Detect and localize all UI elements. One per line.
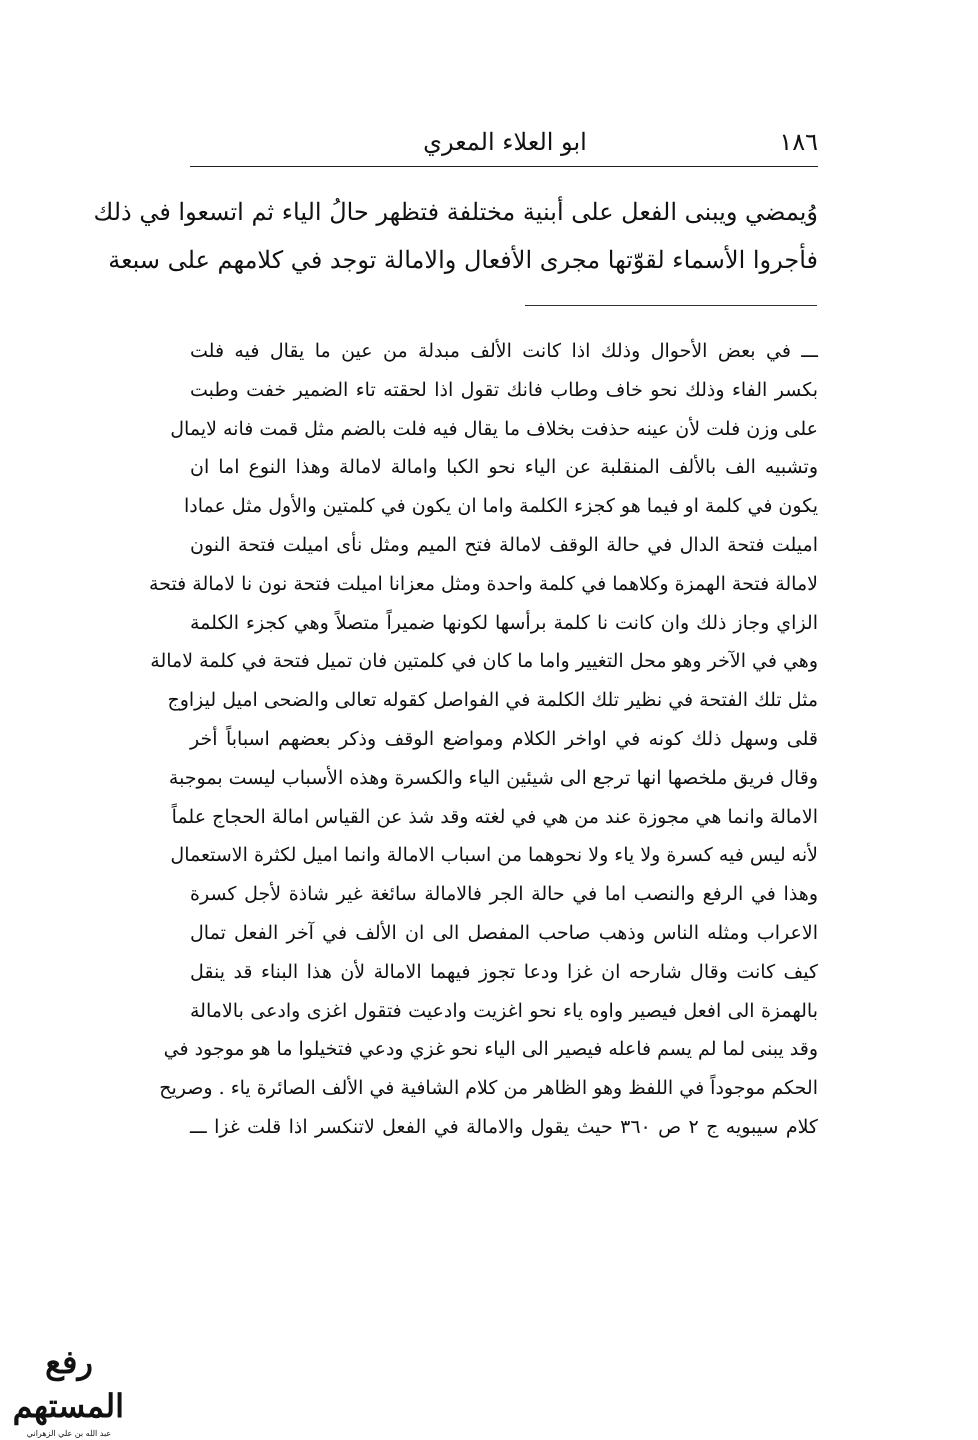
footnote-line: بالهمزة الى افعل فيصير واوه ياء نحو اغزيت وادعيت فتقول اغزى وادعى بالامالة (190, 999, 818, 1022)
footnote-line: بكسر الفاء وذلك نحو خاف وطاب فانك تقول اذا لحقته تاء الضمير خفت وطبت (190, 378, 818, 401)
footnote-line: وقد يبنى لما لم يسم فاعله فيصير الى الياء نحو غزي ودعي فتخيلوا ما هو موجود في (163, 1038, 818, 1061)
footnote-line: على وزن فلت لأن عينه حذفت بخلاف ما يقال فيه فلت بالضم مثل قمت فانه لايمال (170, 417, 818, 440)
footnote (149, 332, 818, 1147)
footnote-line: ـــ في بعض الأحوال وذلك اذا كانت الألف مبدلة من عين ما يقال فيه فلت (190, 340, 818, 362)
main-text (93, 188, 818, 284)
header-rule (190, 166, 818, 167)
footnote-line: اميلت فتحة الدال في حالة الوقف لامالة فتح الميم ومثل نأى اميلت فتحة النون (190, 533, 818, 556)
running-title: ابو العلاء المعري (423, 128, 587, 156)
footnote-line: كلام سيبويه ج ٢ ص ٣٦٠ حيث يقول والامالة في الفعل لاتنكسر اذا قلت غزا ـــ (190, 1115, 818, 1138)
footnote-line: مثل تلك الفتحة في نظير تلك الكلمة في الفواصل كقوله تعالى والضحى اميل ليزاوج (167, 689, 818, 712)
footnote-line: الاعراب ومثله الناس وذهب صاحب المفصل الى ان الألف في آخر الفعل تمال (190, 921, 818, 944)
logo-watermark (12, 1340, 124, 1438)
footnote-line: الزاي وجاز ذلك وان كانت نا كلمة برأسها لكونها ضميراً متصلاً وهي كجزء الكلمة (190, 611, 818, 634)
footnote-line: وهذا في الرفع والنصب اما في حالة الجر فالامالة سائغة غير شاذة لأجل كسرة (190, 883, 818, 906)
footnote-line: وهي في الآخر وهو محل التغيير واما ما كان في كلمتين فان تميل فتحة في كلمة لامالة (150, 650, 818, 673)
footnote-line: الامالة وانما هي مجوزة عند من هي في لغته وقد شذ عن القياس امالة الحجاج علماً (171, 805, 818, 828)
main-text-line: وُيمضي ويبنى الفعل على أبنية مختلفة فتظهر حالُ الياء ثم اتسعوا في ذلك (93, 198, 818, 226)
main-text-line: فأجروا الأسماء لقوّتها مجرى الأفعال والامالة توجد في كلامهم على سبعة (108, 246, 818, 274)
footnote-line: يكون في كلمة او فيما هو كجزء الكلمة واما ان يكون في كلمتين والأول مثل عمادا (184, 495, 818, 518)
logo-text: رفع المستهم (12, 1343, 124, 1425)
footnote-line: قلى وسهل ذلك كونه في اواخر الكلام ومواضع الوقف وذكر بعضهم اسباباً أخر (190, 727, 818, 750)
footnote-line: لأنه ليس فيه كسرة ولا ياء ولا نحوهما من اسباب الامالة وانما اميل لكثرة الاستعمال (170, 844, 818, 867)
footnote-line: وقال فريق ملخصها انها ترجع الى شيئين الياء والكسرة وهذه الأسباب ليست بموجبة (168, 766, 818, 789)
footnote-line: وتشبيه الف بالألف المنقلبة عن الياء نحو الكبا وامالة لامالة وهذا النوع اما ان (190, 456, 818, 479)
footnote-separator (525, 305, 817, 306)
footnote-line: الحكم موجوداً في اللفظ وهو الظاهر من كلام الشافية في الألف الصائرة ياء . وصريح (159, 1077, 818, 1100)
page-number: ١٨٦ (779, 128, 818, 156)
logo-caption: عبد الله بن علي الزهراني (26, 1429, 112, 1438)
footnote-line: لامالة فتحة الهمزة وكلاهما في كلمة واحدة ومثل معزانا اميلت فتحة نون نا لامالة فتحة (149, 572, 818, 595)
footnote-line: كيف كانت وقال شارحه ان غزا ودعا تجوز فيهما الامالة لأن هذا البناء قد ينقل (190, 960, 818, 983)
